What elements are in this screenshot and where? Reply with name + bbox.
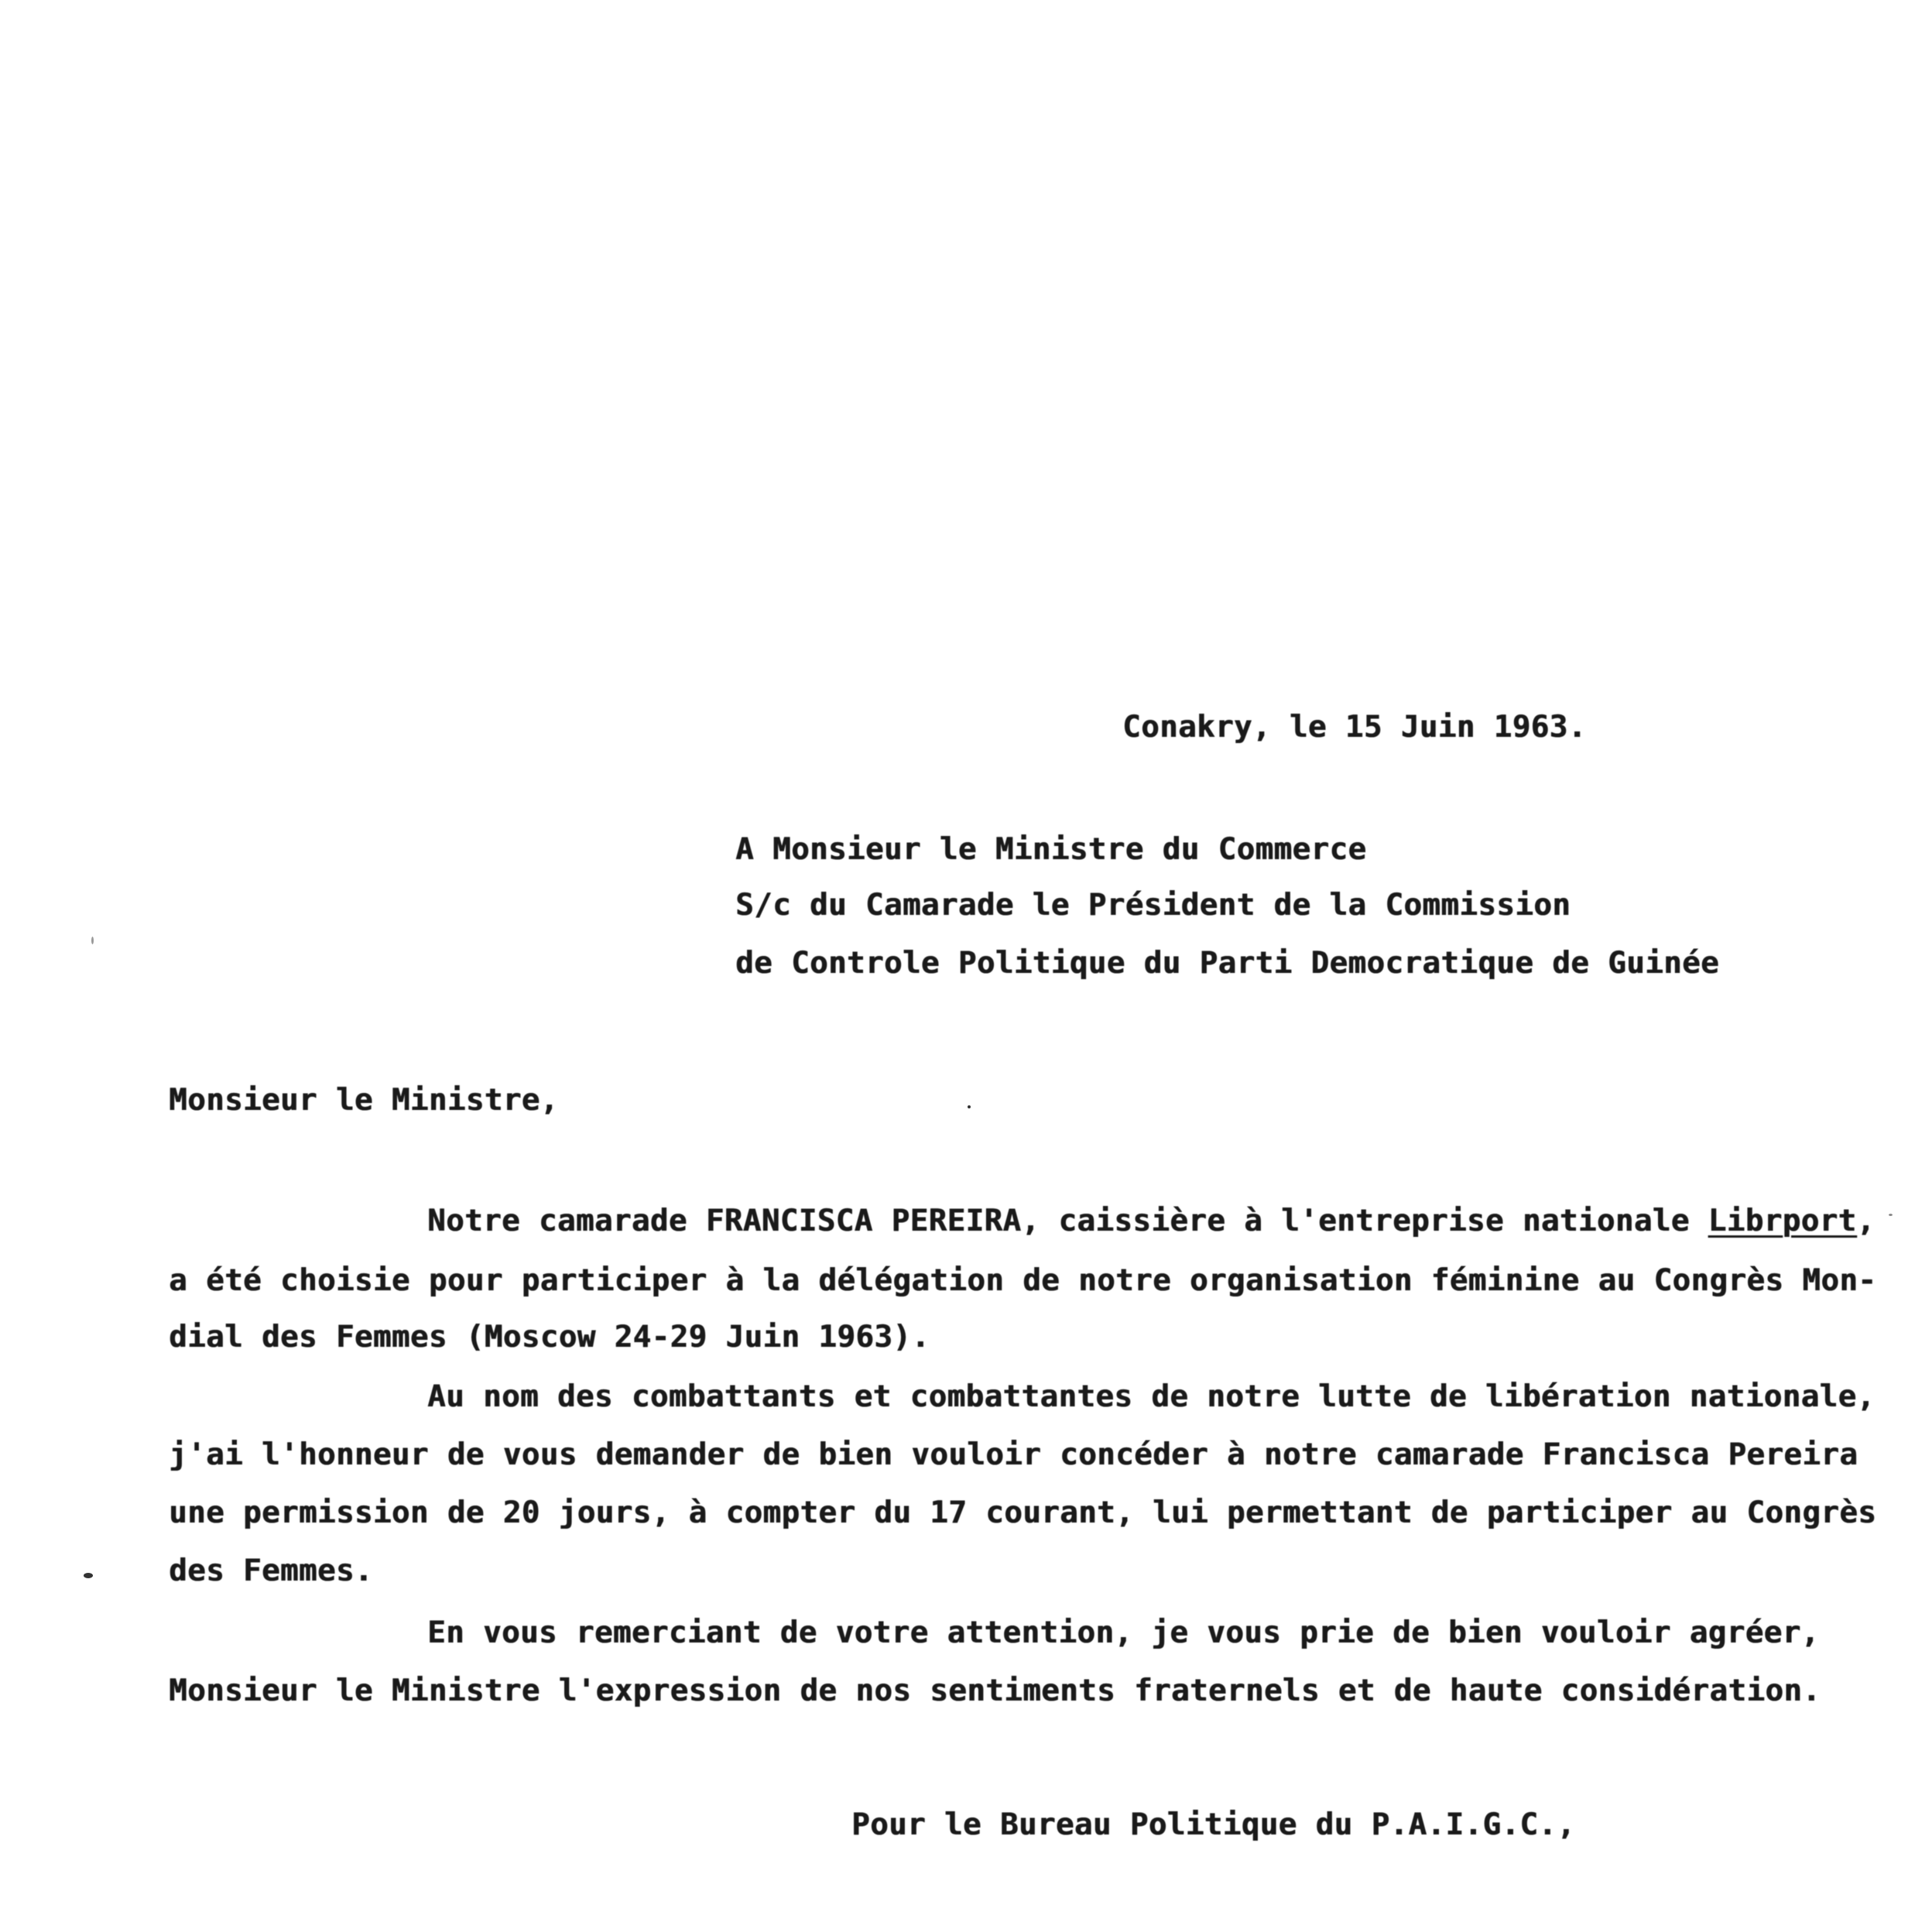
paragraph-2-line-4: des Femmes.	[169, 1553, 373, 1588]
paragraph-1-line-3: dial des Femmes (Moscow 24-29 Juin 1963).	[169, 1320, 930, 1355]
paragraph-2-line-1: Au nom des combattants et combattantes de notre lutte de libération nationale,	[427, 1379, 1875, 1414]
paragraph-1-comma: ,	[1856, 1204, 1875, 1238]
address-line-1: A Monsieur le Ministre du Commerce	[735, 832, 1367, 867]
address-line-3: de Controle Politique du Parti Democratique de Guinée	[735, 946, 1719, 981]
address-line-2: S/c du Camarade le Président de la Commission	[735, 888, 1571, 923]
company-name: Librport	[1708, 1204, 1857, 1238]
scan-speck	[91, 937, 94, 944]
paragraph-1-text-start: Notre camarade FRANCISCA PEREIRA, caissière à l'entreprise nationale	[427, 1204, 1708, 1238]
paragraph-2-line-3: une permission de 20 jours, à compter du 17 courant, lui permettant de participer au Congrès	[169, 1495, 1877, 1530]
scan-speck	[968, 1105, 971, 1108]
scan-speck	[84, 1573, 93, 1578]
scan-speck	[1889, 1214, 1893, 1216]
paragraph-3-line-2: Monsieur le Ministre l'expression de nos sentiments fraternels et de haute considération.	[169, 1673, 1821, 1708]
paragraph-2-line-2: j'ai l'honneur de vous demander de bien vouloir concéder à notre camarade Francisca Pereira	[169, 1437, 1858, 1472]
closing-line: Pour le Bureau Politique du P.A.I.G.C.,	[851, 1807, 1576, 1842]
paragraph-1-line-2: a été choisie pour participer à la délégation de notre organisation féminine au Congrès Mon-	[169, 1263, 1877, 1298]
paragraph-3-line-1: En vous remerciant de votre attention, je vous prie de bien vouloir agréer,	[427, 1615, 1820, 1650]
paragraph-1-line-1	[427, 1206, 1875, 1236]
salutation: Monsieur le Ministre,	[169, 1083, 559, 1118]
date-line: Conakry, le 15 Juin 1963.	[1122, 710, 1587, 745]
